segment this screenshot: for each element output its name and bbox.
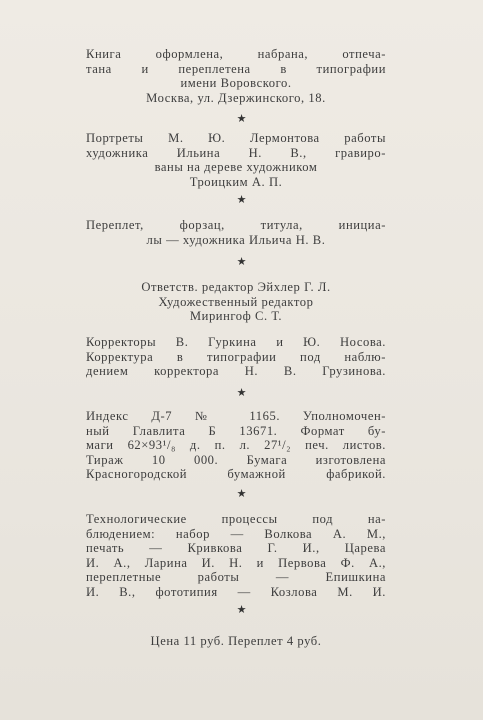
printing-house-note — [86, 47, 386, 105]
binding-note — [86, 218, 386, 247]
star-separator: ★ — [236, 256, 247, 268]
text-line: Технологические процессы под на- — [86, 512, 386, 526]
processes-note — [86, 512, 386, 599]
text-line: Художественный редактор — [158, 294, 314, 309]
index-note — [86, 409, 386, 482]
text-line: Переплет, форзац, титула, инициа- — [86, 218, 386, 232]
text-line: Корректура в типографии под наблю- — [86, 349, 386, 364]
text-line: ный Главлита Б 13671. Формат бу- — [86, 423, 386, 438]
star-separator: ★ — [236, 604, 247, 616]
price-line: Цена 11 руб. Переплет 4 руб. — [150, 634, 322, 648]
text-line: дением корректора Н. В. Грузинова. — [86, 364, 386, 378]
star-separator: ★ — [236, 488, 247, 500]
text-line: печать — Кривкова Г. И., Царева — [86, 541, 386, 555]
text-line: маги 62×93¹/₈ д. п. л. 27¹/₂ печ. листов. — [86, 438, 386, 452]
star-separator: ★ — [236, 113, 247, 125]
correctors-note — [86, 335, 386, 379]
text-line: Красногородской бумажной фабрикой. — [86, 467, 386, 481]
portraits-note — [86, 131, 386, 189]
star-separator: ★ — [236, 387, 247, 399]
text-line: Ответств. редактор Эйхлер Г. Л. — [141, 280, 331, 294]
text-line: тана и переплетена в типографии — [86, 61, 386, 76]
text-line: переплетные работы — Епишкина — [86, 570, 386, 584]
text-line: И. А., Ларина И. Н. и Первова Ф. А., — [86, 555, 386, 570]
text-line: художника Ильина Н. В., гравиро- — [86, 145, 386, 160]
text-line: Индекс Д-7 № 1165. Уполномочен- — [86, 409, 386, 423]
text-line: блюдением: набор — Волкова А. М., — [86, 526, 386, 541]
text-line: лы — художника Ильича Н. В. — [146, 232, 326, 247]
text-line: И. В., фототипия — Козлова М. И. — [86, 584, 386, 599]
text-line: Тираж 10 000. Бумага изготовлена — [86, 452, 386, 467]
text-line: имени Воровского. — [180, 76, 292, 90]
text-line: Москва, ул. Дзержинского, 18. — [146, 90, 326, 105]
text-line: Троицким А. П. — [189, 174, 283, 189]
editors-note — [86, 280, 386, 324]
text-line: ваны на дереве художником — [154, 160, 318, 174]
text-line: Мирингоф С. Т. — [189, 309, 283, 323]
star-separator: ★ — [236, 194, 247, 206]
text-line: Портреты М. Ю. Лермонтова работы — [86, 131, 386, 145]
text-line: Книга оформлена, набрана, отпеча- — [86, 47, 386, 61]
text-line: Корректоры В. Гуркина и Ю. Носова. — [86, 335, 386, 349]
